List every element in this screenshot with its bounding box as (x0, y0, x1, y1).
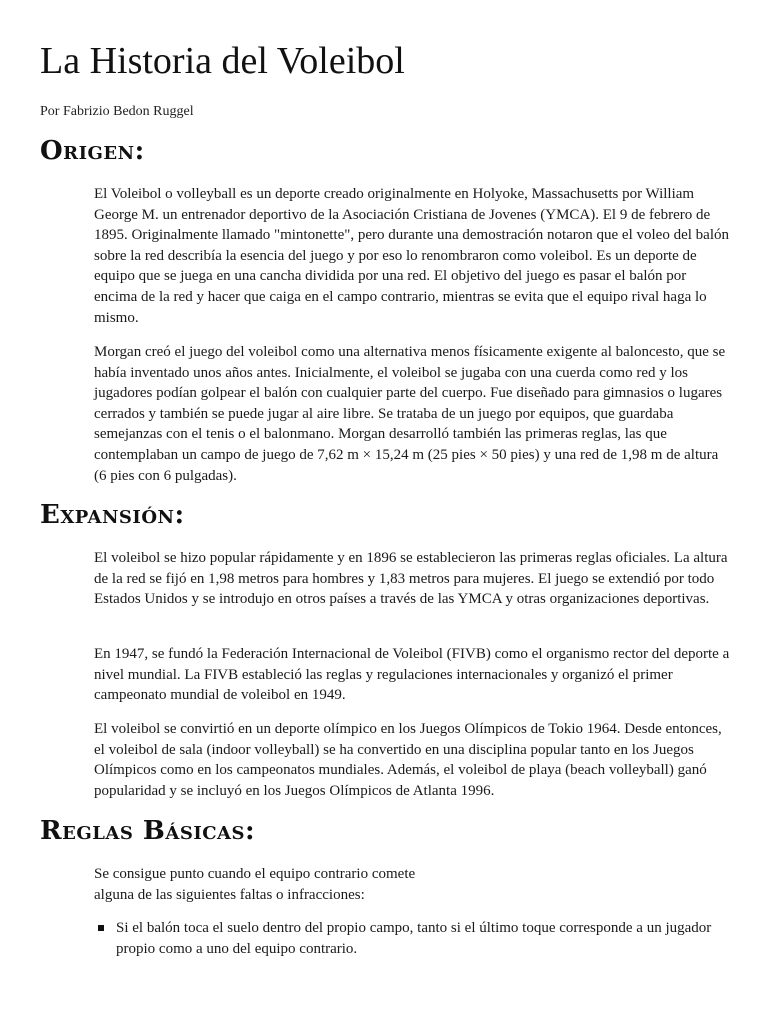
expansion-paragraph-2: En 1947, se fundó la Federación Internacional de Voleibol (FIVB) como el organismo rector del deporte a nivel mundial. La FIVB estableció las reglas y regulaciones internacionales y organizó el primer campeonato mundial de voleibol en 1949. (94, 646, 730, 704)
section-heading-reglas-basicas: Reglas Básicas: (40, 816, 256, 846)
square-bullet-icon (98, 925, 104, 931)
section-heading-expansion: Expansión: (40, 500, 185, 530)
reglas-intro-line-1: Se consigue punto cuando el equipo contrario comete (94, 866, 416, 882)
list-item (94, 918, 730, 959)
reglas-intro (94, 864, 730, 905)
bullet-text: Si el balón toca el suelo dentro del propio campo, tanto si el último toque corresponde a un jugador propio como a uno del equipo contrario. (116, 920, 712, 957)
origen-paragraph-1: El Voleibol o volleyball es un deporte creado originalmente en Holyoke, Massachusetts por William George M. un entrenador deportivo de la Asociación Cristiana de Jovenes (YMCA). El 9 de febrero de 1895. Originalmente llamado "mintonette", pero durante una demostración notaron que el voleo del balón sobre la red describía la esencia del juego y por eso lo renombraron como voleibol. Es un deporte de equipo que se juega en una cancha dividida por una red. El objetivo del juego es pasar el balón por encima de la red y hacer que caiga en el campo contrario, mientras se evita que el equipo rival haga lo mismo. (94, 186, 729, 326)
origen-paragraph-2: Morgan creó el juego del voleibol como una alternativa menos físicamente exigente al baloncesto, que se había inventado unos años antes. Inicialmente, el voleibol se jugaba con una cuerda como red y los jugadores podían golpear el balón con cualquier parte del cuerpo. Fue diseñado para gimnasios o lugares cerrados y también se puede jugar al aire libre. Se trataba de un juego por equipos, que guardaba semejanzas con el tenis o el balonmano. Morgan desarrolló también las primeras reglas, las que contemplaban un campo de juego de 7,62 m × 15,24 m (25 pies × 50 pies) y una red de 1,98 m de altura (6 pies con 6 pulgadas). (94, 344, 726, 484)
section-heading-origen: Origen: (40, 136, 145, 166)
expansion-paragraph-1: El voleibol se hizo popular rápidamente y en 1896 se establecieron las primeras reglas oficiales. La altura de la red se fijó en 1,98 metros para hombres y 1,83 metros para mujeres. El juego se extendió por todo Estados Unidos y se introdujo en otros países a través de las YMCA y otras organizaciones deportivas. (94, 550, 728, 608)
author-byline: Por Fabrizio Bedon Ruggel (40, 104, 194, 119)
expansion-paragraph-3: El voleibol se convirtió en un deporte olímpico en los Juegos Olímpicos de Tokio 1964. Desde entonces, el voleibol de sala (indoor volleyball) se ha convertido en una disciplina popular tanto en los Juegos Olímpicos como en los campeonatos mundiales. Además, el voleibol de playa (beach volleyball) ganó popularidad y se incluyó en los Juegos Olímpicos de Atlanta 1996. (94, 721, 722, 799)
document-title: La Historia del Voleibol (40, 40, 405, 82)
reglas-intro-line-2: alguna de las siguientes faltas o infracciones: (94, 886, 365, 903)
